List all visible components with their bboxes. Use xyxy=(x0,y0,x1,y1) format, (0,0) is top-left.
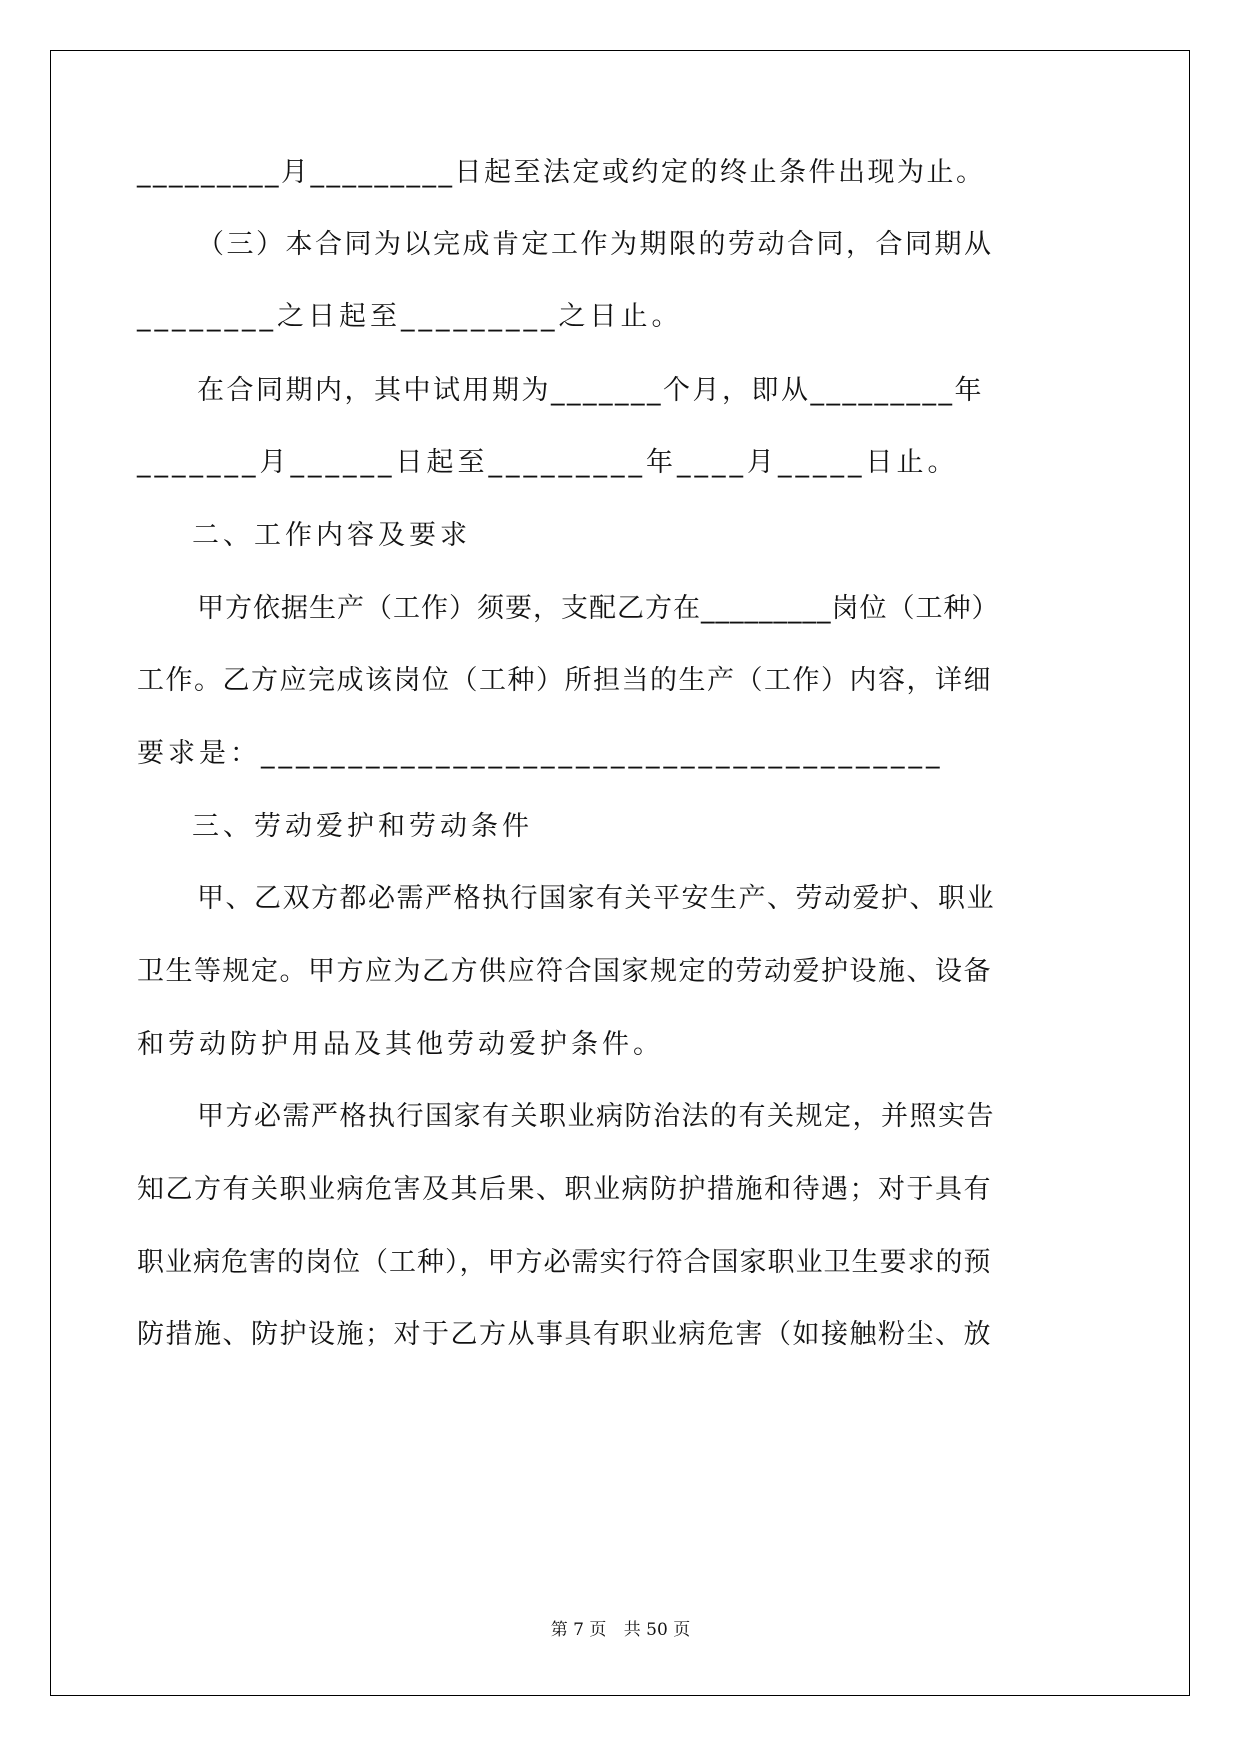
page-footer xyxy=(0,1615,1241,1640)
text-line: 要求是：_______________________________________ xyxy=(137,738,944,769)
text-line: 防措施、防护设施；对于乙方从事具有职业病危害（如接触粉尘、放 xyxy=(137,1319,992,1350)
text-line: 职业病危害的岗位（工种），甲方必需实行符合国家职业卫生要求的预 xyxy=(137,1247,992,1278)
page-number: 第 7 页 xyxy=(550,1620,607,1640)
text-line: 卫生等规定。甲方应为乙方供应符合国家规定的劳动爱护设施、设备 xyxy=(137,956,992,987)
page-total: 共 50 页 xyxy=(623,1620,691,1640)
text-line: 工作。乙方应完成该岗位（工种）所担当的生产（工作）内容，详细 xyxy=(137,665,992,696)
text-line: 甲方必需严格执行国家有关职业病防治法的有关规定，并照实告 xyxy=(197,1101,995,1132)
text-line: 和劳动防护用品及其他劳动爱护条件。 xyxy=(137,1029,664,1060)
section-heading: 二、工作内容及要求 xyxy=(192,520,471,551)
section-heading: 三、劳动爱护和劳动条件 xyxy=(192,811,533,842)
text-line: _______月______日起至_________年____月_____日止。 xyxy=(137,447,959,478)
page-border xyxy=(50,50,1190,1696)
text-line: 知乙方有关职业病危害及其后果、职业病防护措施和待遇；对于具有 xyxy=(137,1174,992,1205)
text-line: 在合同期内，其中试用期为_______个月，即从_________年 xyxy=(197,375,984,406)
text-line: 甲方依据生产（工作）须要，支配乙方在_________岗位（工种） xyxy=(197,593,1000,624)
text-line: 甲、乙双方都必需严格执行国家有关平安生产、劳动爱护、职业 xyxy=(197,883,995,914)
text-line: _________月_________日起至法定或约定的终止条件出现为止。 xyxy=(137,157,986,188)
text-line: （三）本合同为以完成肯定工作为期限的劳动合同，合同期从 xyxy=(197,229,994,260)
text-line: ________之日起至_________之日止。 xyxy=(137,301,683,332)
